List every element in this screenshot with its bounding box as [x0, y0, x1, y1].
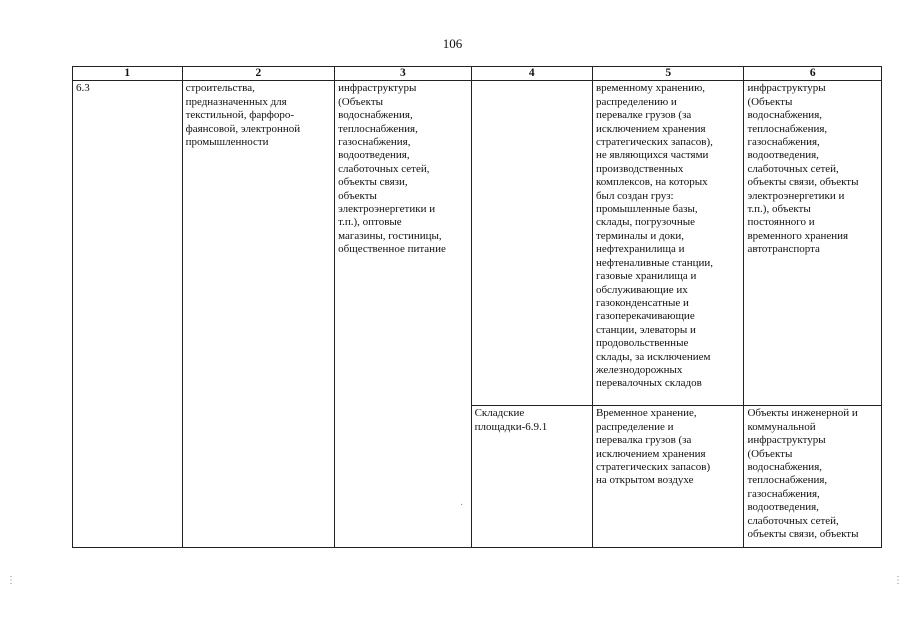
- header-col-5: 5: [592, 67, 743, 81]
- table-row: [73, 81, 882, 406]
- permitted-use-cell: инфраструктуры (Объекты водоснабжения, теплоснабжения, газоснабжения, водоотведения, слаботочных сетей, объекты связи, объекты электроэнергетики и т.п.), оптовые магазины, гостиницы, общественное питание: [335, 81, 471, 548]
- use-description-cell: Временное хранение, распределение и перевалка грузов (за исключением хранения стратегических запасов) на открытом воздухе: [592, 406, 743, 548]
- header-col-6: 6: [744, 67, 882, 81]
- use-type-cell: Складские площадки-6.9.1: [471, 406, 592, 548]
- header-col-3: 3: [335, 67, 471, 81]
- land-use-table: [72, 66, 882, 548]
- use-type-cell: [471, 81, 592, 406]
- zone-description-cell: строительства, предназначенных для текстильной, фарфоро- фаянсовой, электронной промышленности: [182, 81, 335, 548]
- header-col-2: 2: [182, 67, 335, 81]
- auxiliary-use-cell: Объекты инженерной и коммунальной инфраструктуры (Объекты водоснабжения, теплоснабжения, газоснабжения, водоотведения, слаботочных сетей, объекты связи, объекты: [744, 406, 882, 548]
- header-col-4: 4: [471, 67, 592, 81]
- auxiliary-use-cell: инфраструктуры (Объекты водоснабжения, теплоснабжения, газоснабжения, водоотведения, слаботочных сетей, объекты связи, объекты электроэнергетики и т.п.), объекты постоянного и временного хранения автотранспорта: [744, 81, 882, 406]
- header-col-1: 1: [73, 67, 183, 81]
- scan-speck: ⋮: [893, 575, 903, 586]
- scan-speck: ⋮: [6, 575, 16, 586]
- scan-speck: ·: [460, 500, 464, 511]
- zone-code-cell: 6.3: [73, 81, 183, 548]
- page-number: 106: [442, 36, 463, 51]
- use-description-cell: временному хранению, распределению и перевалке грузов (за исключением хранения стратегических запасов), не являющихся частями производственных комплексов, на которых был создан груз: промышленные базы, склады, погрузочные терминалы и доки, нефтехранилища и нефтеналивные станции, газовые хранилища и обслуживающие их газоконденсатные и газоперекачивающие станции, элеваторы и продовольственные склады, за исключением железнодорожных перевалочных складов: [592, 81, 743, 406]
- table-header-row: [73, 67, 882, 81]
